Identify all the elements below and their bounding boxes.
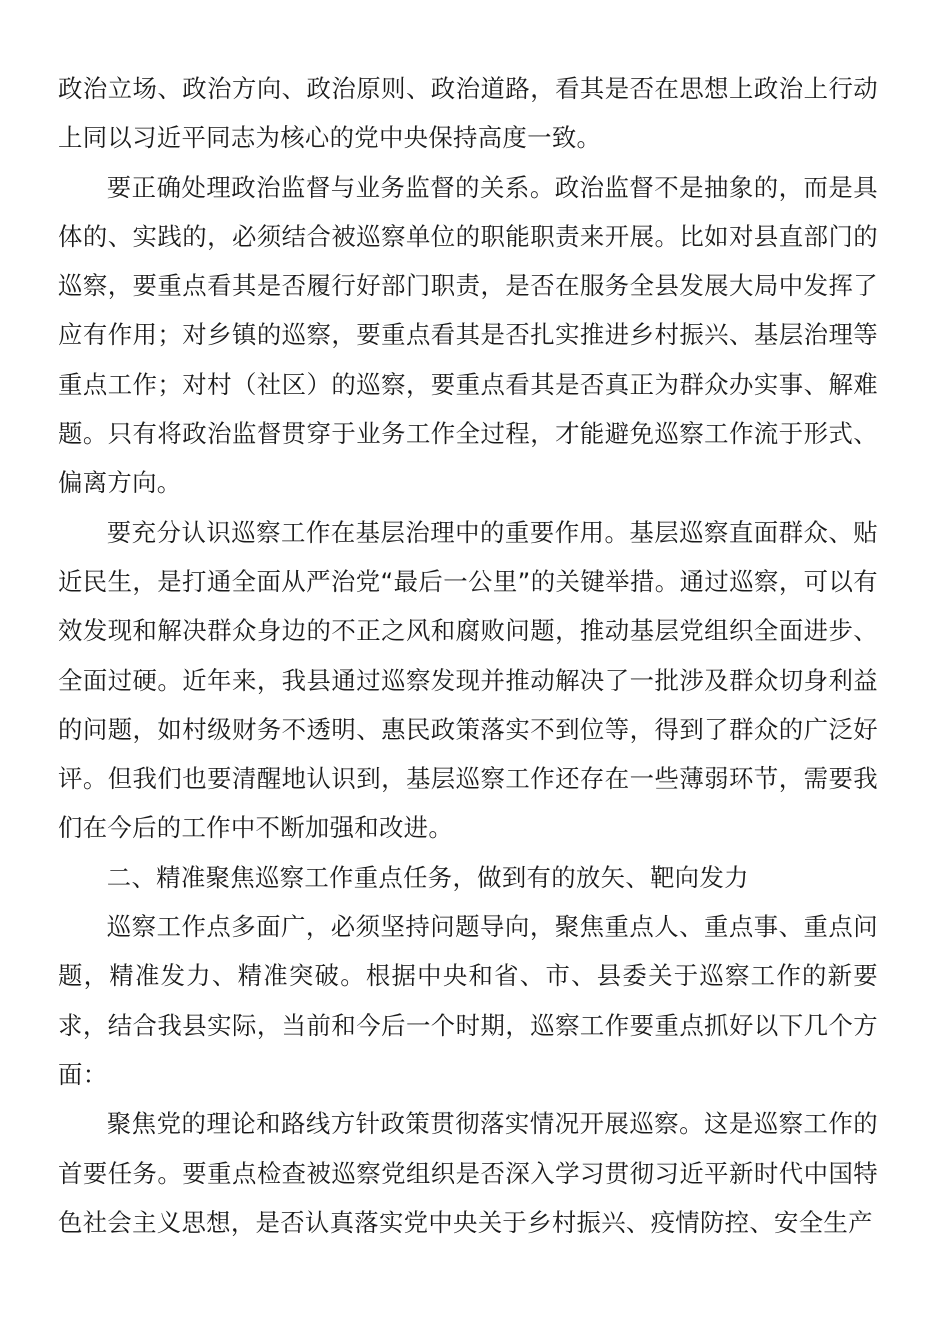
paragraph-continuation: 政治立场、政治方向、政治原则、政治道路，看其是否在思想上政治上行动上同以习近平同志为核心的党中央保持高度一致。 xyxy=(58,74,878,153)
paragraph-political-vs-business-supervision: 要正确处理政治监督与业务监督的关系。政治监督不是抽象的，而是具体的、实践的，必须结合被巡察单位的职能职责来开展。比如对县直部门的巡察，要重点看其是否履行好部门职责，是否在服务全县发展大局中发挥了应有作用；对乡镇的巡察，要重点看其是否扎实推进乡村振兴、基层治理等重点工作；对村（社区）的巡察，要重点看其是否真正为群众办实事、解难题。只有将政治监督贯穿于业务工作全过程，才能避免巡察工作流于形式、偏离方向。 xyxy=(58,172,878,498)
paragraph-focus-party-theory: 聚焦党的理论和路线方针政策贯彻落实情况开展巡察。这是巡察工作的首要任务。要重点检查被巡察党组织是否深入学习贯彻习近平新时代中国特色社会主义思想，是否认真落实党中央关于乡村振兴、疫情防控、安全生产 xyxy=(58,1109,878,1237)
paragraph-problem-oriented: 巡察工作点多面广，必须坚持问题导向，聚焦重点人、重点事、重点问题，精准发力、精准突破。根据中央和省、市、县委关于巡察工作的新要求，结合我县实际，当前和今后一个时期，巡察工作要重点抓好以下几个方面： xyxy=(58,912,878,1089)
section-heading-two: 二、精准聚焦巡察工作重点任务，做到有的放矢、靶向发力 xyxy=(106,862,749,892)
paragraph-grassroots-inspection-role: 要充分认识巡察工作在基层治理中的重要作用。基层巡察直面群众、贴近民生，是打通全面从严治党“最后一公里”的关键举措。通过巡察，可以有效发现和解决群众身边的不正之风和腐败问题，推动基层党组织全面进步、全面过硬。近年来，我县通过巡察发现并推动解决了一批涉及群众切身利益的问题，如村级财务不透明、惠民政策落实不到位等，得到了群众的广泛好评。但我们也要清醒地认识到，基层巡察工作还存在一些薄弱环节，需要我们在今后的工作中不断加强和改进。 xyxy=(58,517,878,843)
document-page xyxy=(58,64,878,1247)
